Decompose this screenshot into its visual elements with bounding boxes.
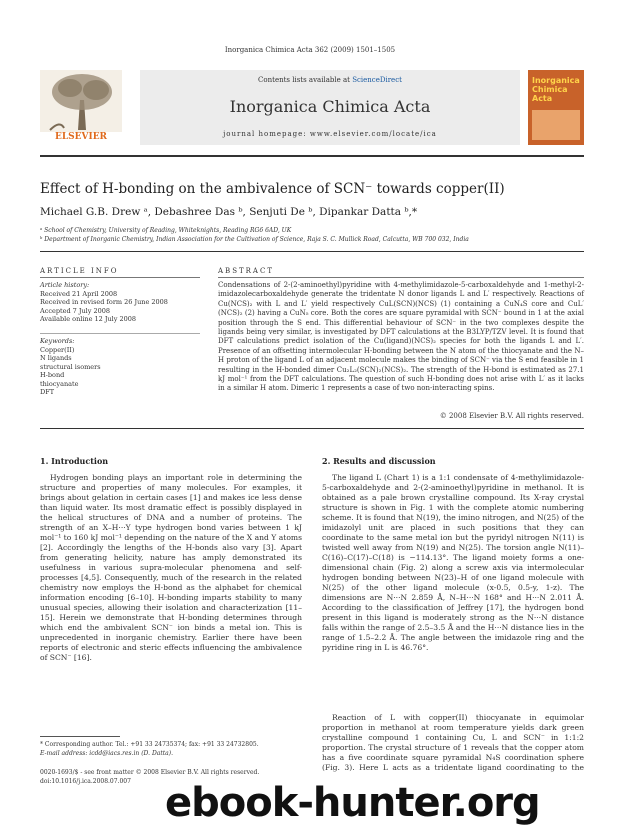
results-text: The ligand L (Chart 1) is a 1:1 condensate of 4-methylimidazole-5-carboxaldehyde and 2-(2-aminoethyl)pyridine in methanol. It is obtained as a pale brown crystalline compound. Its X-ray crystal structure is shown in Fig. 1 with the complete atomic numbering scheme. It is found that N(19), the imino nitrogen, and N(25) of the imidazolyl unit are placed in such positions that they can coordinate to the same metal ion but the pyridyl nitrogen N(11) is twisted well away from N(19) and N(25). The torsion angle N(11)–C(16)–C(17)–C(18) is −114.13°. The ligand moiety forms a one-dimensional chain (Fig. 2) along a screw axis via intermolecular hydrogen bonding between N(23)–H of one ligand molecule with N(25) of the other ligand molecule (x-0.5, 0.5-y, 1-z). The dimensions are N···N 2.859 Å, N–H···N 168° and H···N 2.011 Å. According to the classification of Jeffrey [17], the hydrogen bond present in this ligand is moderately strong as the N···N distance falls within the range of 2.5–3.5 Å and the H···N distance lies in the range of 1.5–2.2 Å. The angle between the imidazole ring and the pyridine ring in L is 46.76°.	[322, 473, 584, 652]
journal-header	[40, 70, 584, 145]
keyword: N ligands	[40, 354, 72, 362]
divider	[40, 277, 200, 278]
article-info-heading: ARTICLE INFO	[40, 267, 119, 275]
article-title: Effect of H-bonding on the ambivalence of SCN⁻ towards copper(II)	[40, 181, 505, 197]
history-item: Accepted 7 July 2008	[40, 306, 111, 315]
keyword: thiocyanate	[40, 379, 79, 388]
introduction-text: Hydrogen bonding plays an important role in determining the structure and properties of many molecules. For examples, it brings about gelation in certain cases [1] and makes ice less dense than liquid water. Its most dramatic effect is possibly displayed in the helical structures of DNA and a number of proteins. The strength of an X–H···Y type hydrogen bond varies between 1 kJ mol⁻¹ to 160 kJ mol⁻¹ depending on the nature of the X and Y atoms [2]. Accordingly the lengths of the H-bonds also vary [3]. Apart from generating helicity, nature has amply demonstrated its usefulness in various supra-molecular phenomena and self-processes [4,5]. Consequently, much of the research in the related chemistry now employs the H-bond as the alphabet for chemical information encoding [6–10]. H-bonding imparts stability to many unusual species, allowing their isolation and characterization [11–15]. Herein we demonstrate that H-bonding determines through which end the ambivalent SCN⁻ ion binds a metal ion. This is unprecedented in inorganic chemistry. Earlier there have been reports of electronic and steric effects influencing the ambivalence of SCN⁻ [16].	[40, 473, 302, 662]
email-note[interactable]: E-mail address: icdd@iacs.res.in (D. Datta).	[40, 750, 173, 757]
abstract-heading: ABSTRACT	[218, 267, 275, 275]
contents-line	[140, 76, 520, 84]
sciencedirect-link[interactable]: ScienceDirect	[352, 76, 402, 84]
abstract-text: Condensations of 2-(2-aminoethyl)pyridine with 4-methylimidazole-5-carboxaldehyde and 1-methyl-2-imidazolecarboxaldehyde generate the tridentate N donor ligands L and L′ respectively. Reactions of Cu(NCS)₂ with L and L′ yield respectively CuL(SCN)(NCS) (1) containing a CuN₄S core and CuL′(NCS)₂ (2) having a CuN₅ core. Both the cores are square pyramidal with SCN⁻ bound in 1 at the axial position through the S end. This differential behaviour of SCN⁻ in the two complexes despite the ligands being very similar, is investigated by DFT calculations at the B3LYP/TZV level. It is found that DFT calculations predict isolation of the Cu(ligand)(NCS)₂ species for both the ligands L and L′. Presence of an offsetting intermolecular H-bonding between the N atom of the thiocyanate and the N–H proton of the ligand L of an adjacent molecule makes the binding of SCN⁻ via the S end feasible in 1 resulting in the H-bonded dimer Cu₂L₂(SCN)₂(NCS)₂. The strength of the H-bond is estimated as 27.1 kJ mol⁻¹ from the DFT calculations. The question of such H-bonding does not arise with L′ as it lacks in a similar H atom. Dimeric 1 represents a case of two non-interacting spins.	[218, 281, 584, 393]
publisher-name: ELSEVIER	[54, 132, 108, 142]
journal-cover	[528, 70, 584, 145]
tree-icon	[40, 70, 122, 132]
keyword: Copper(II)	[40, 345, 75, 354]
journal-homepage[interactable]: journal homepage: www.elsevier.com/locate/ica	[223, 130, 437, 138]
section-heading-results: 2. Results and discussion	[322, 456, 436, 466]
running-head: Inorganica Chimica Acta 362 (2009) 1501–1505	[224, 46, 396, 54]
history-item: Available online 12 July 2008	[40, 315, 137, 323]
affiliation-b: ᵇ Department of Inorganic Chemistry, Indian Association for the Cultivation of Science, Raja S. C. Mullick Road, Calcutta, WB 700 032, India	[40, 236, 469, 243]
affiliation-a: ᵃ School of Chemistry, University of Reading, Whiteknights, Reading RG6 6AD, UK	[40, 227, 292, 234]
divider	[40, 428, 584, 429]
divider	[40, 333, 200, 334]
divider	[218, 277, 584, 278]
journal-name: Inorganica Chimica Acta	[229, 97, 431, 116]
keyword: structural isomers	[40, 362, 101, 371]
keyword: H-bond	[40, 371, 65, 379]
elsevier-logo	[40, 70, 122, 145]
journal-banner	[140, 70, 520, 145]
doi-line[interactable]: doi:10.1016/j.ica.2008.07.007	[40, 778, 131, 785]
history-item: Received in revised form 26 June 2008	[40, 298, 168, 306]
history-label: Article history:	[40, 281, 90, 289]
keywords	[40, 337, 101, 397]
footnote-rule	[40, 736, 120, 737]
cover-image	[532, 110, 580, 140]
section-heading-introduction: 1. Introduction	[40, 456, 109, 466]
header-rule	[40, 155, 584, 157]
watermark: ebook-hunter.org	[165, 780, 540, 826]
cover-title: Inorganica Chimica Acta	[532, 76, 580, 103]
contents-prefix: Contents lists available at	[258, 76, 350, 84]
divider	[40, 251, 584, 252]
results-text-continued: Reaction of L with copper(II) thiocyanate in equimolar proportion in methanol at room temperature yields dark green crystalline compound 1 containing Cu, L and SCN⁻ in 1:1:2 proportion. The crystal structure of 1 reveals that the copper atom has a five coordinate square pyramidal N₄S coordination sphere (Fig. 3). Here L acts as a tridentate ligand coordinating to the	[322, 713, 584, 772]
corresponding-author-note: * Corresponding author. Tel.: +91 33 24735374; fax: +91 33 24732805.	[40, 741, 259, 748]
keywords-label: Keywords:	[40, 337, 75, 345]
history-item: Received 21 April 2008	[40, 289, 118, 298]
issn-line: 0020-1693/$ - see front matter © 2008 Elsevier B.V. All rights reserved.	[40, 769, 260, 776]
keyword: DFT	[40, 388, 55, 396]
copyright: © 2008 Elsevier B.V. All rights reserved.	[439, 412, 584, 420]
author-list: Michael G.B. Drew ᵃ, Debashree Das ᵇ, Senjuti De ᵇ, Dipankar Datta ᵇ,*	[40, 206, 418, 218]
article-history	[40, 281, 168, 324]
